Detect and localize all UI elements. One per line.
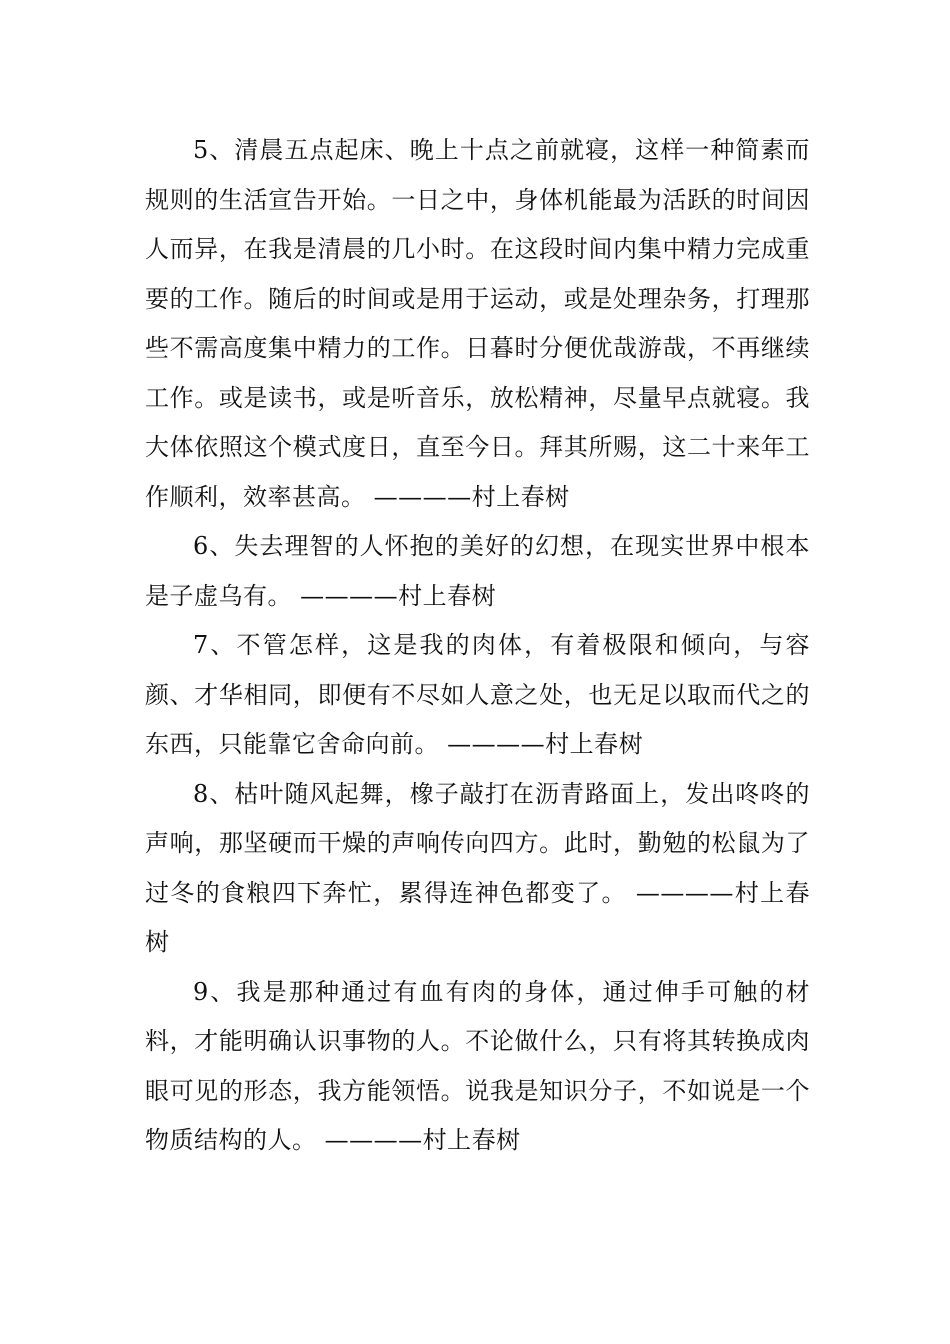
quote-paragraph-5: 5、清晨五点起床、晚上十点之前就寝，这样一种简素而规则的生活宣告开始。一日之中，身体机能最为活跃的时间因人而异，在我是清晨的几小时。在这段时间内集中精力完成重要的工作。随后的时间或是用于运动，或是处理杂务，打理那些不需高度集中精力的工作。日暮时分便优哉游哉，不再继续工作。或是读书，或是听音乐，放松精神，尽量早点就寝。我大体依照这个模式度日，直至今日。拜其所赐，这二十来年工作顺利，效率甚高。 ————村上春树 bbox=[145, 136, 810, 511]
quote-paragraph-7: 7、不管怎样，这是我的肉体，有着极限和倾向，与容颜、才华相同，即便有不尽如人意之处，也无足以取而代之的东西，只能靠它舍命向前。 ————村上春树 bbox=[145, 631, 810, 758]
quote-paragraph-8: 8、枯叶随风起舞，橡子敲打在沥青路面上，发出咚咚的声响，那坚硬而干燥的声响传向四方。此时，勤勉的松鼠为了过冬的食粮四下奔忙，累得连神色都变了。 ————村上春树 bbox=[145, 779, 810, 956]
quote-paragraph-9: 9、我是那种通过有血有肉的身体，通过伸手可触的材料，才能明确认识事物的人。不论做什么，只有将其转换成肉眼可见的形态，我方能领悟。说我是知识分子，不如说是一个物质结构的人。 ————村上春树 bbox=[145, 977, 810, 1154]
document-body bbox=[145, 126, 810, 1166]
quote-paragraph-6: 6、失去理智的人怀抱的美好的幻想，在现实世界中根本是子虚乌有。 ————村上春树 bbox=[145, 532, 810, 610]
